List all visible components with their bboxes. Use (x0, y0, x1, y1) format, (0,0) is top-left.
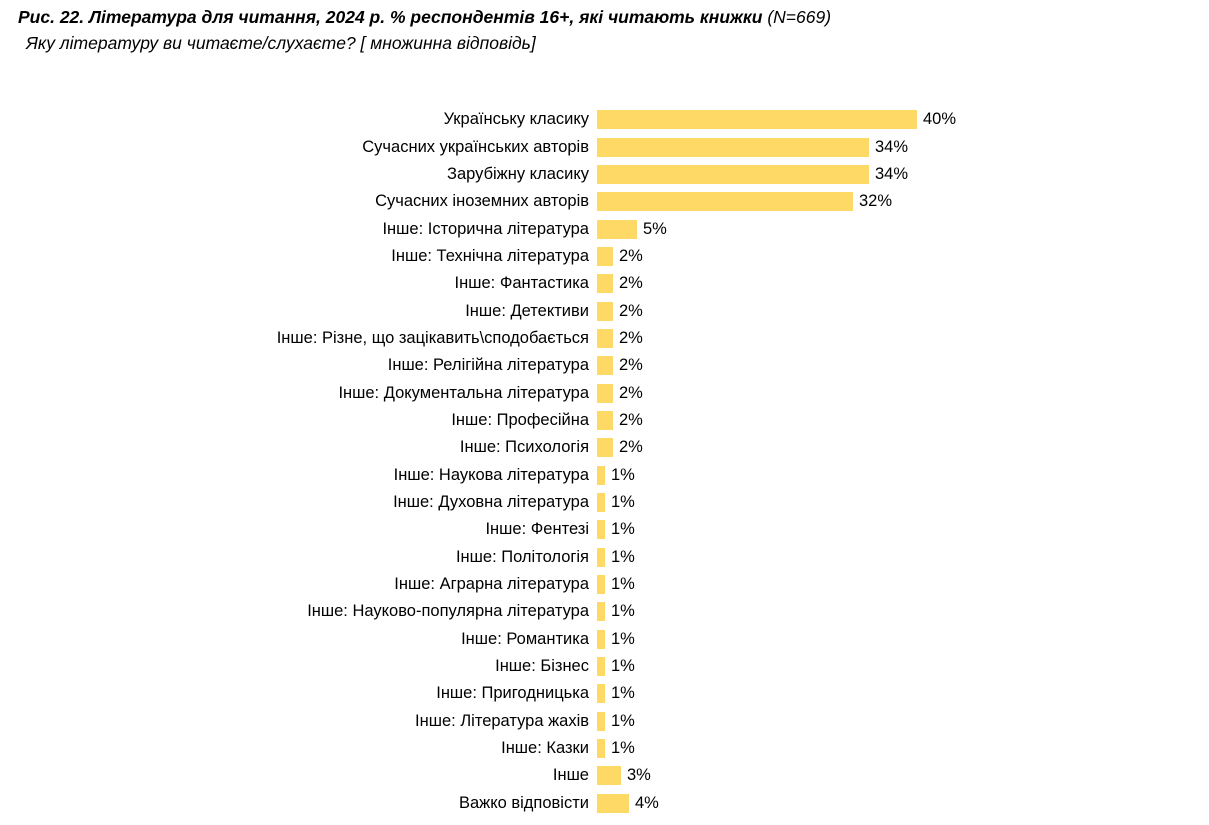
category-label: Інше: Технічна література (391, 246, 589, 265)
bar (597, 110, 917, 129)
figure-title (18, 6, 1138, 30)
bar-value-label: 2% (619, 356, 643, 375)
bar (597, 684, 605, 703)
chart-row (0, 407, 1209, 434)
bar (597, 520, 605, 539)
chart-row (0, 188, 1209, 215)
bar-value-label: 1% (611, 739, 635, 758)
bar-area (597, 188, 1209, 215)
bar-value-label: 1% (611, 657, 635, 676)
chart-row (0, 215, 1209, 242)
category-label: Важко відповісти (458, 793, 589, 812)
bar (597, 466, 605, 485)
bar-value-label: 1% (611, 492, 635, 511)
chart-row (0, 106, 1209, 133)
chart-row (0, 790, 1209, 817)
category-label: Зарубіжну класику (447, 164, 589, 183)
chart-row (0, 653, 1209, 680)
bar-area (597, 215, 1209, 242)
category-label: Інше: Бізнес (495, 657, 589, 676)
bar-area (597, 434, 1209, 461)
bar (597, 165, 869, 184)
category-label: Інше: Документальна література (338, 383, 589, 402)
category-label: Сучасних іноземних авторів (375, 192, 589, 211)
bar-value-label: 5% (643, 219, 667, 238)
bar-value-label: 1% (611, 711, 635, 730)
bar-value-label: 34% (875, 137, 909, 156)
category-label: Інше: Пригодницька (436, 684, 589, 703)
bar (597, 247, 613, 266)
bar (597, 302, 613, 321)
bar (597, 575, 605, 594)
bar-value-label: 40% (923, 110, 957, 129)
bar (597, 220, 637, 239)
category-label: Інше: Казки (501, 739, 589, 758)
chart-row (0, 571, 1209, 598)
bar-area (597, 598, 1209, 625)
category-label: Українську класику (443, 110, 589, 129)
bar-value-label: 1% (611, 520, 635, 539)
chart-row (0, 270, 1209, 297)
chart-row (0, 735, 1209, 762)
bar-value-label: 1% (611, 629, 635, 648)
chart-row (0, 680, 1209, 707)
chart-row (0, 434, 1209, 461)
bar-value-label: 4% (635, 793, 659, 812)
chart-row (0, 598, 1209, 625)
bar (597, 739, 605, 758)
bar (597, 411, 613, 430)
bar-area (597, 270, 1209, 297)
bar-area (597, 461, 1209, 488)
bar (597, 602, 605, 621)
bar-value-label: 1% (611, 465, 635, 484)
category-label: Інше: Різне, що зацікавить\сподобається (276, 328, 589, 347)
bar (597, 138, 869, 157)
bar-area (597, 653, 1209, 680)
category-label: Сучасних українських авторів (362, 137, 589, 156)
bar-area (597, 516, 1209, 543)
category-label: Інше: Духовна література (393, 492, 589, 511)
bar-value-label: 1% (611, 547, 635, 566)
chart-row (0, 161, 1209, 188)
bar-value-label: 34% (875, 164, 909, 183)
bar-area (597, 325, 1209, 352)
category-label: Інше: Професійна (451, 410, 589, 429)
bar-value-label: 2% (619, 274, 643, 293)
bar-value-label: 1% (611, 684, 635, 703)
bar-area (597, 544, 1209, 571)
figure-title-sample-size: (N=669) (767, 7, 832, 27)
bar (597, 329, 613, 348)
chart-row (0, 762, 1209, 789)
bar-area (597, 407, 1209, 434)
category-label: Інше: Література жахів (415, 711, 589, 730)
category-label: Інше: Фантастика (454, 274, 589, 293)
category-label: Інше: Аграрна література (394, 575, 589, 594)
bar (597, 712, 605, 731)
figure-subtitle: Яку літературу ви читаєте/слухаєте? [ множинна відповідь] (26, 32, 536, 53)
bar-value-label: 2% (619, 301, 643, 320)
chart-row (0, 352, 1209, 379)
bar-area (597, 762, 1209, 789)
chart-row (0, 544, 1209, 571)
category-label: Інше: Фентезі (485, 520, 589, 539)
bar (597, 630, 605, 649)
category-label: Інше: Психологія (459, 438, 589, 457)
bar-value-label: 1% (611, 575, 635, 594)
bar-area (597, 352, 1209, 379)
category-label: Інше: Історична література (382, 219, 589, 238)
bar-area (597, 626, 1209, 653)
bar-area (597, 708, 1209, 735)
chart-row (0, 297, 1209, 324)
chart-row (0, 708, 1209, 735)
bar (597, 384, 613, 403)
bar (597, 356, 613, 375)
bar-value-label: 32% (859, 192, 893, 211)
category-label: Інше: Політологія (455, 547, 589, 566)
bar (597, 274, 613, 293)
bar-chart (0, 106, 1209, 817)
bar (597, 192, 853, 211)
figure-title-text: Рис. 22. Література для читання, 2024 р. % респондентів 16+, які читають книжки (18, 7, 763, 27)
chart-row (0, 243, 1209, 270)
bar-area (597, 106, 1209, 133)
category-label: Інше: Романтика (461, 629, 589, 648)
bar-area (597, 133, 1209, 160)
bar-area (597, 489, 1209, 516)
bar (597, 794, 629, 813)
chart-row (0, 626, 1209, 653)
bar-value-label: 2% (619, 410, 643, 429)
bar-area (597, 379, 1209, 406)
figure-title-block (18, 6, 1138, 55)
bar (597, 548, 605, 567)
bar-value-label: 2% (619, 328, 643, 347)
bar-area (597, 571, 1209, 598)
bar-area (597, 680, 1209, 707)
bar (597, 657, 605, 676)
bar-area (597, 243, 1209, 270)
category-label: Інше: Науково-популярна література (307, 602, 589, 621)
bar-area (597, 297, 1209, 324)
category-label: Інше (552, 766, 589, 785)
bar (597, 766, 621, 785)
chart-row (0, 461, 1209, 488)
bar-area (597, 161, 1209, 188)
bar-area (597, 790, 1209, 817)
chart-row (0, 379, 1209, 406)
category-label: Інше: Наукова література (393, 465, 589, 484)
category-label: Інше: Релігійна література (387, 356, 589, 375)
chart-row (0, 516, 1209, 543)
chart-row (0, 325, 1209, 352)
category-label: Інше: Детективи (465, 301, 589, 320)
chart-row (0, 489, 1209, 516)
bar-value-label: 2% (619, 438, 643, 457)
bar-value-label: 1% (611, 602, 635, 621)
bar-value-label: 2% (619, 246, 643, 265)
bar (597, 438, 613, 457)
bar (597, 493, 605, 512)
bar-area (597, 735, 1209, 762)
bar-value-label: 3% (627, 766, 651, 785)
chart-row (0, 133, 1209, 160)
bar-value-label: 2% (619, 383, 643, 402)
